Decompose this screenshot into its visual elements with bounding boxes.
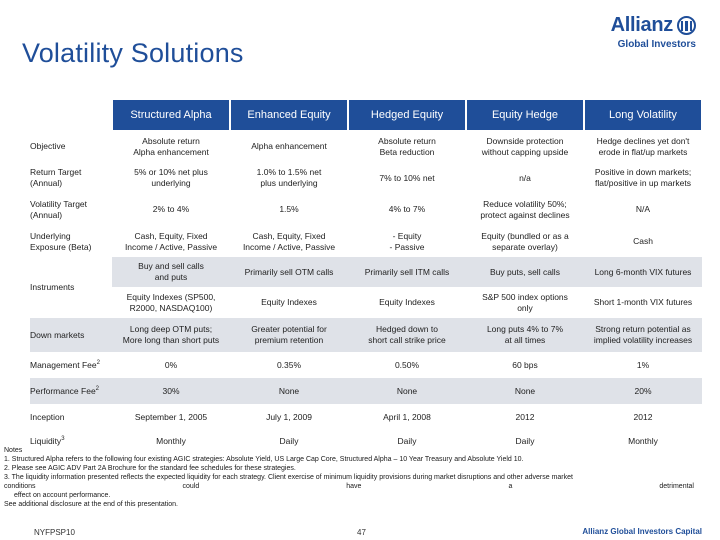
row-label: Instruments (30, 282, 75, 293)
table-cell: Daily (515, 435, 535, 446)
row-label: Volatility Target (Annual) (30, 198, 88, 220)
note-word: conditions (4, 482, 36, 490)
header-blank (30, 100, 112, 130)
table-cell: Absolute return Alpha enhancement (133, 135, 209, 157)
table-cell: 60 bps (512, 359, 538, 370)
table-cell: Buy puts, sell calls (466, 257, 584, 287)
logo-subtitle: Global Investors (617, 39, 696, 50)
table-cell: April 1, 2008 (383, 411, 431, 422)
allianz-eagle-icon (677, 16, 696, 35)
note-3-end: effect on account performance. (14, 491, 111, 499)
table-cell: N/A (635, 204, 651, 215)
table-cell: 2012 (515, 411, 535, 422)
table-cell: 30% (112, 378, 230, 404)
table-cell: 0.35% (276, 359, 302, 370)
disclosure-line: See additional disclosure at the end of this presentation. (4, 500, 178, 508)
table-cell: 20% (584, 378, 702, 404)
table-cell: Greater potential for premium retention (230, 318, 348, 352)
row-label: Inception (30, 411, 65, 422)
note-2: 2. Please see AGIC ADV Part 2A Brochure for the standard fee schedules for these strategies. (4, 464, 296, 472)
row-label: Underlying Exposure (Beta) (30, 230, 92, 252)
table-cell: Equity Indexes (261, 297, 317, 308)
row-label (30, 378, 112, 404)
table-cell: 4% to 7% (388, 204, 426, 215)
table-cell: Long puts 4% to 7% at all times (466, 318, 584, 352)
header-enhanced-equity: Enhanced Equity (230, 100, 348, 130)
table-cell: Alpha enhancement (251, 141, 327, 152)
table-cell: Primarily sell ITM calls (348, 257, 466, 287)
table-cell: n/a (519, 172, 531, 183)
table-cell: None (466, 378, 584, 404)
table-cell: Equity (bundled or as a separate overlay) (481, 230, 569, 252)
table-cell: Downside protection without capping upside (481, 135, 569, 157)
table-cell: Long deep OTM puts; More long than short puts (112, 318, 230, 352)
table-cell: Absolute return Beta reduction (378, 135, 436, 157)
table-cell: Hedge declines yet don't erode in flat/up markets (596, 135, 690, 157)
table-cell: S&P 500 index options only (482, 291, 568, 313)
table-cell: Positive in down markets; flat/positive in up markets (594, 167, 692, 188)
table-row-performance-fee (30, 378, 702, 404)
table-cell: Short 1-month VIX futures (593, 297, 693, 308)
notes-section (4, 447, 694, 510)
table-cell: Hedged down to short call strike price (348, 318, 466, 352)
footer-code: NYFPSP10 (34, 528, 75, 537)
table-row-management-fee (30, 352, 702, 378)
table-cell: Primarily sell OTM calls (230, 257, 348, 287)
table-row-underlying-exposure (30, 226, 702, 257)
note-word: have (346, 482, 362, 490)
table-cell: None (230, 378, 348, 404)
note-word: could (182, 482, 200, 490)
comparison-table (30, 100, 703, 452)
row-label (30, 352, 112, 378)
table-cell: 1.5% (279, 204, 299, 215)
note-3: 3. The liquidity information presented reflects the expected liquidity for each strategy. Client exercise of minimum liquidity provisions during market disruptions and other adverse market (4, 473, 573, 481)
table-cell: 0.50% (394, 359, 420, 370)
table-cell: Long 6-month VIX futures (584, 257, 702, 287)
allianz-logo (606, 14, 696, 64)
table-row-objective (30, 130, 702, 163)
table-cell: Cash, Equity, Fixed Income / Active, Passive (124, 230, 218, 252)
note-word: a (508, 482, 513, 490)
table-cell: 2% to 4% (152, 204, 190, 215)
table-row-instruments-1 (30, 257, 702, 287)
table-cell: July 1, 2009 (266, 411, 312, 422)
table-row-down-markets (30, 318, 702, 352)
footnote-marker: 2 (96, 359, 100, 366)
table-cell: 0% (164, 359, 178, 370)
row-label-text: Liquidity (30, 435, 62, 446)
table-cell: Strong return potential as implied volatility increases (584, 318, 702, 352)
row-label: Down markets (30, 318, 112, 352)
footnote-marker: 3 (61, 435, 65, 442)
table-cell: Monthly (156, 435, 186, 446)
header-long-volatility: Long Volatility (584, 100, 702, 130)
table-cell: Monthly (628, 435, 658, 446)
table-row-instruments-2 (30, 287, 702, 318)
table-cell: Cash, Equity, Fixed Income / Active, Passive (242, 230, 336, 252)
table-cell: Daily (279, 435, 299, 446)
table-cell: Cash (633, 236, 653, 247)
table-cell: Reduce volatility 50%; protect against declines (480, 198, 570, 220)
table-cell: 2012 (633, 411, 653, 422)
note-3-continued (4, 483, 694, 492)
row-label: Objective (30, 141, 66, 152)
footer-brand: Allianz Global Investors Capital (582, 527, 702, 536)
row-label-text: Management Fee (30, 359, 97, 370)
table-row-return-target (30, 163, 702, 193)
table-cell: Daily (397, 435, 417, 446)
page-title: Volatility Solutions (22, 38, 244, 68)
page-number: 47 (357, 528, 366, 537)
note-word: detrimental (659, 482, 694, 490)
header-equity-hedge: Equity Hedge (466, 100, 584, 130)
table-cell: 7% to 10% net (379, 172, 435, 183)
footnote-marker: 2 (95, 385, 100, 392)
header-row (30, 100, 702, 130)
table-cell: 1.0% to 1.5% net plus underlying (256, 167, 322, 188)
table-cell: - Equity - Passive (389, 230, 425, 252)
table-cell: Equity Indexes (SP500, R2000, NASDAQ100) (126, 291, 216, 313)
table-row-volatility-target (30, 193, 702, 226)
table-cell: None (348, 378, 466, 404)
table-cell: 1% (636, 359, 650, 370)
header-hedged-equity: Hedged Equity (348, 100, 466, 130)
table-cell: Equity Indexes (379, 297, 435, 308)
row-label: Return Target (Annual) (30, 167, 82, 188)
table-cell: September 1, 2005 (134, 411, 208, 422)
logo-wordmark: Allianz (610, 14, 673, 36)
table-cell: 5% or 10% net plus underlying (134, 167, 208, 188)
table-cell: Buy and sell calls and puts (112, 257, 230, 287)
header-structured-alpha: Structured Alpha (112, 100, 230, 130)
table-row-inception (30, 404, 702, 430)
note-1: 1. Structured Alpha refers to the following four existing AGIC strategies: Absolute Yield, US Large Cap Core, Structured Alpha – 10 Year Treasury and Absolute Yield 10. (4, 455, 524, 463)
notes-heading: Notes (4, 447, 23, 454)
row-label-text: Performance Fee (30, 385, 96, 396)
